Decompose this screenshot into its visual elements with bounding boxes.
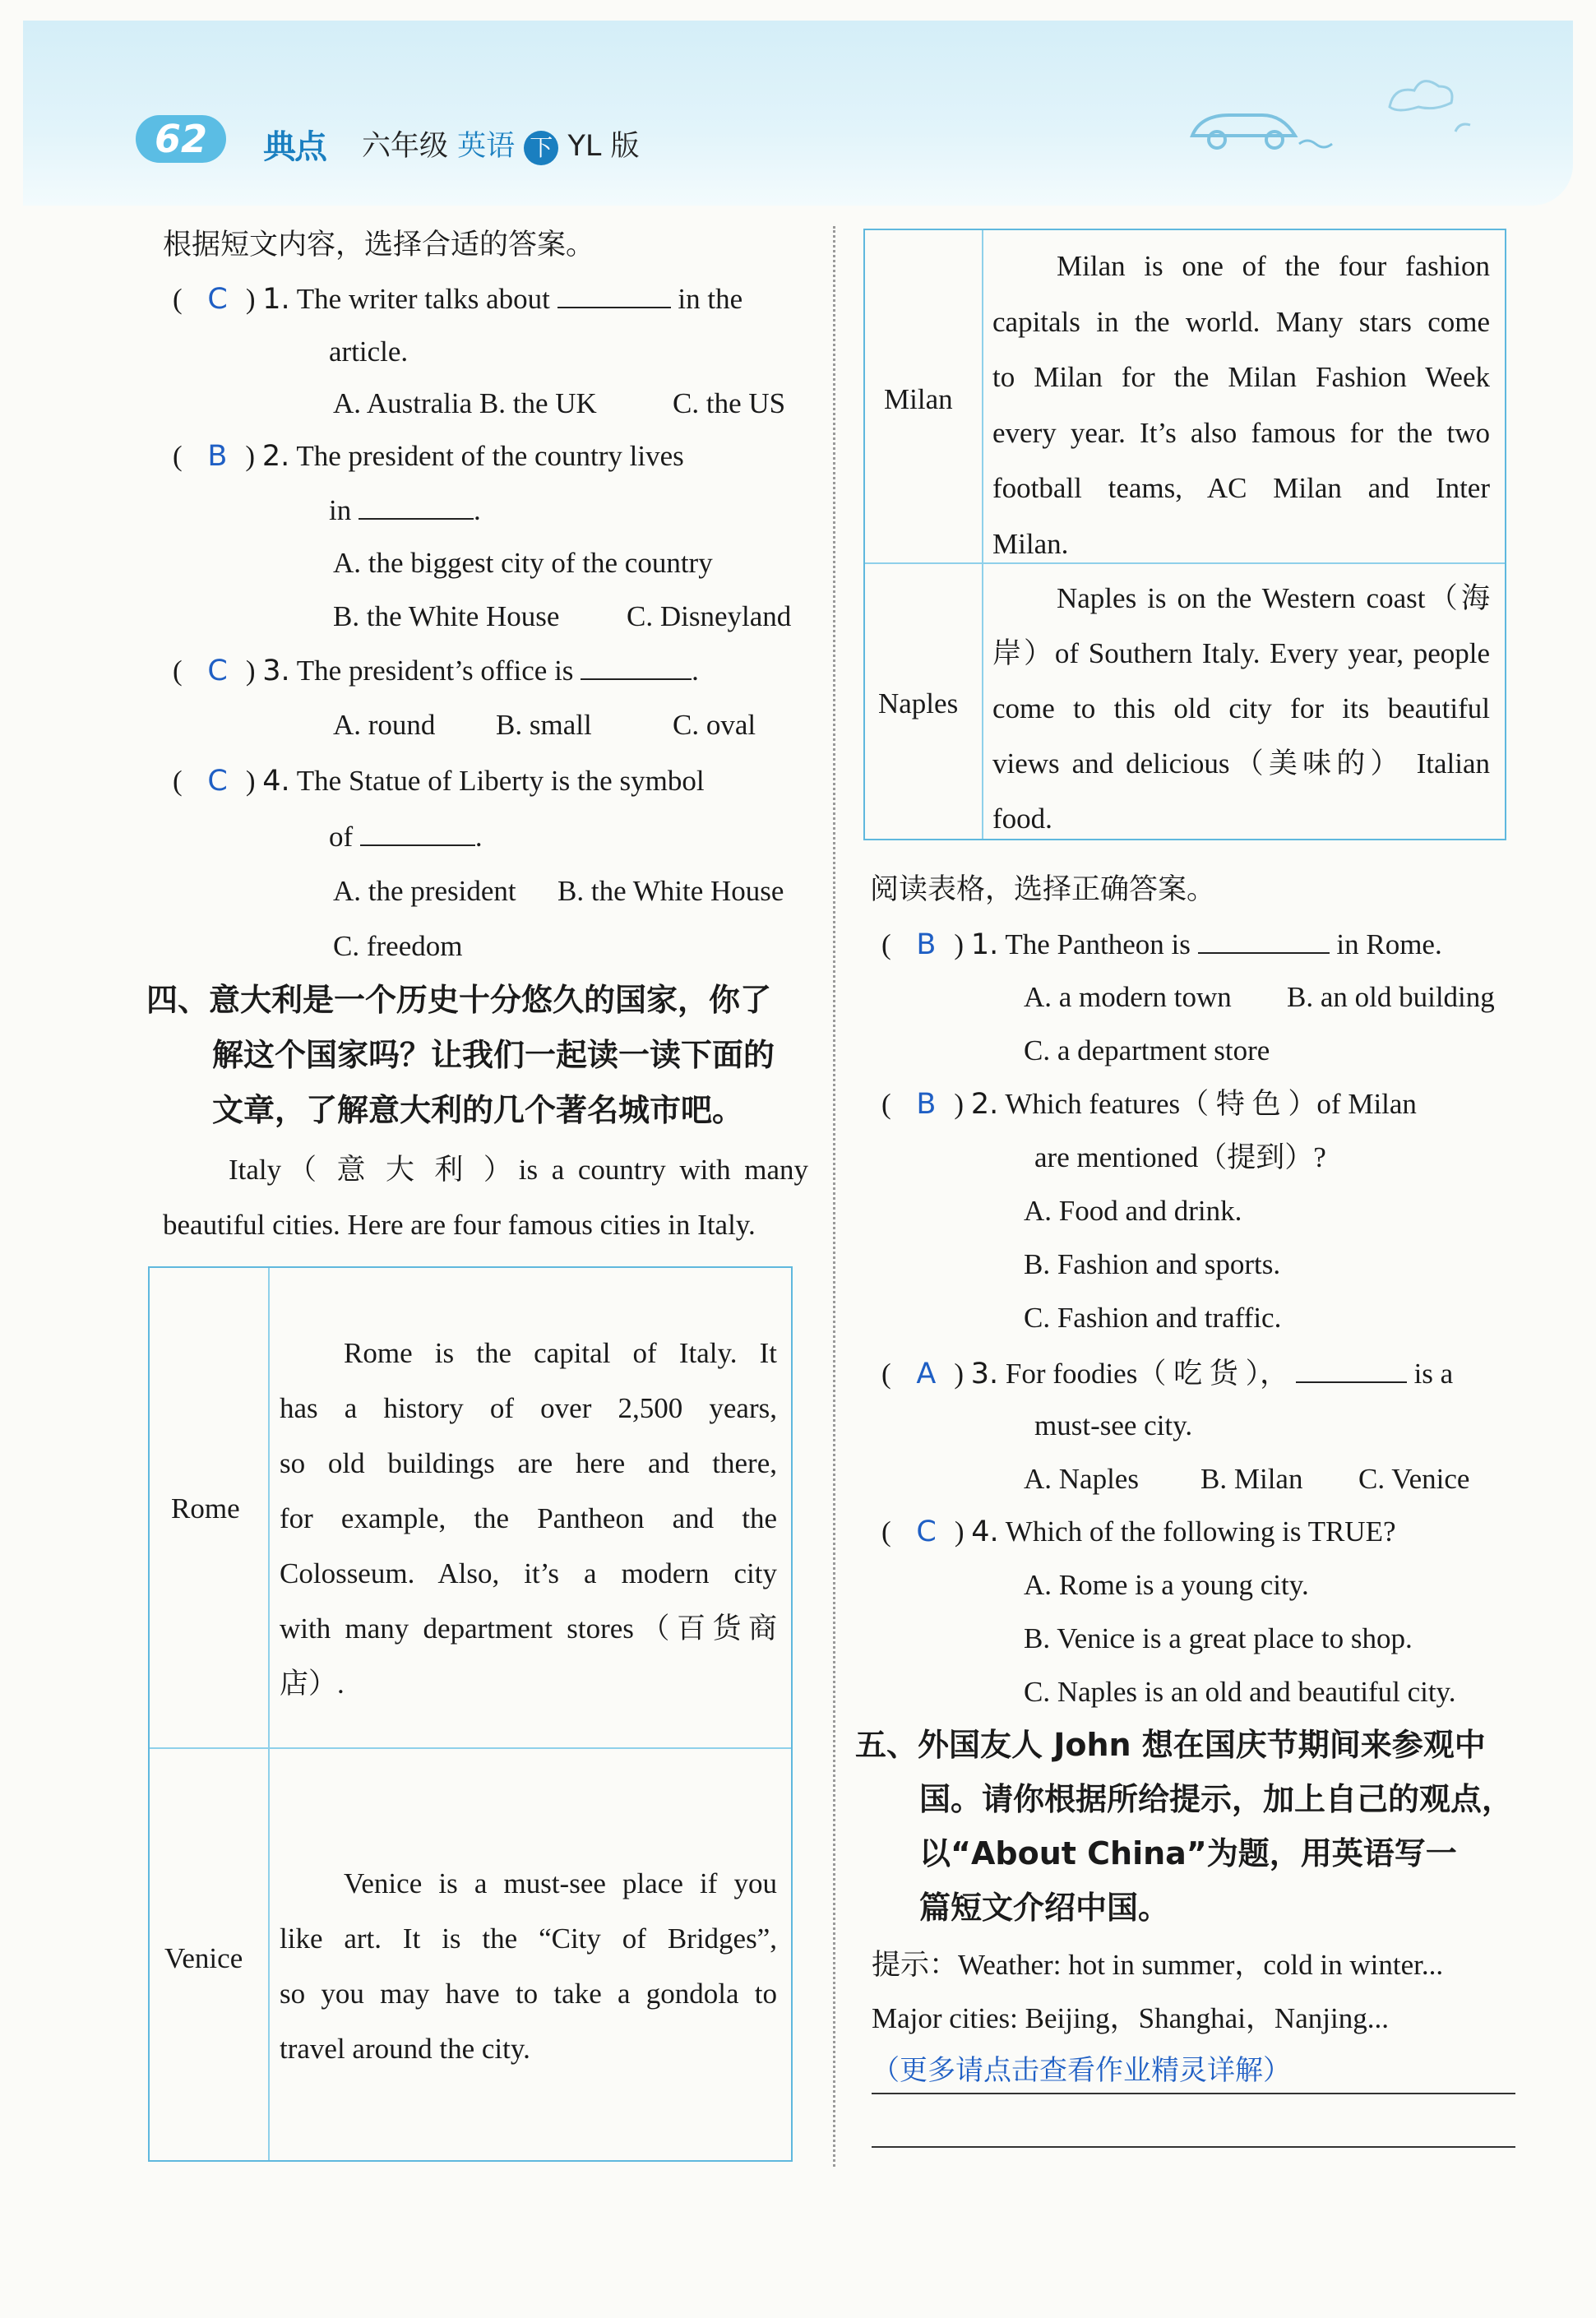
city-name-naples: Naples: [878, 687, 959, 719]
p4q1-option-c: C. a department store: [1024, 1034, 1270, 1066]
question-2-cont: in .: [329, 494, 481, 526]
p4q3-option-c: C. Venice: [1358, 1463, 1470, 1495]
answer-blank[interactable]: [581, 654, 692, 680]
city-desc-milan: Milan is one of the four fashion capitals in the world. Many stars come to Milan for the Milan Fashion Week every year. It’s also famous for the two football teams, AC Milan and Inter Milan.: [992, 250, 1490, 560]
hint-line-2: Major cities: Beijing，Shanghai，Nanjing...: [872, 2002, 1389, 2034]
p4-answer-4: C: [916, 1515, 937, 1548]
question-2: ( B ) 2. The president of the country lives: [173, 440, 684, 473]
grade-label: 六年级: [362, 130, 449, 163]
car-cloud-decoration-icon: [1176, 58, 1488, 181]
p4q4-option-b: B. Venice is a great place to shop.: [1024, 1622, 1413, 1654]
part5-title-line-4: 篇短文介绍中国。: [919, 1890, 1170, 1926]
intro-line-1: Italy（ 意 大 利 ）is a country with many: [229, 1154, 808, 1186]
volume-badge: 下: [524, 131, 558, 165]
city-name-milan: Milan: [884, 383, 953, 415]
answer-blank[interactable]: [360, 820, 475, 846]
part4-title-line-2: 解这个国家吗？让我们一起读一读下面的: [212, 1037, 775, 1073]
page-number: 62: [136, 115, 226, 163]
part5-title-line-1: 五、外国友人 John 想在国庆节期间来参观中: [855, 1727, 1486, 1763]
edition-label: YL 版: [567, 130, 640, 163]
p4q4-option-c: C. Naples is an old and beautiful city.: [1024, 1676, 1456, 1708]
question-4: ( C ) 4. The Statue of Liberty is the symbol: [173, 765, 705, 798]
p4q4-option-a: A. Rome is a young city.: [1024, 1569, 1309, 1601]
q4-option-b: B. the White House: [557, 875, 784, 907]
p4-answer-3: A: [916, 1358, 937, 1390]
q1-option-ab: A. Australia B. the UK: [333, 387, 597, 419]
p4q1-option-a: A. a modern town: [1024, 981, 1232, 1013]
answer-2: B: [207, 440, 228, 473]
p4q2-option-a: A. Food and drink.: [1024, 1195, 1242, 1227]
city-desc-naples: Naples is on the Western coast（海 岸）of Southern Italy. Every year, people come to this old city for its beautiful views and delicious（美味的） Italian food.: [992, 582, 1490, 835]
question-4-cont: of .: [329, 821, 483, 853]
p4q2-cont: are mentioned（提到）?: [1034, 1141, 1326, 1173]
p4q3-cont: must-see city.: [1034, 1409, 1193, 1441]
answer-blank[interactable]: [1296, 1357, 1407, 1383]
writing-line-1[interactable]: [872, 2093, 1515, 2094]
q2-option-c: C. Disneyland: [627, 600, 792, 632]
p4-answer-1: B: [916, 928, 937, 961]
answer-4: C: [207, 765, 228, 798]
question-1: ( C ) 1. The writer talks about in the: [173, 283, 743, 316]
q2-option-b: B. the White House: [333, 600, 560, 632]
part4-title-line-3: 文章，了解意大利的几个著名城市吧。: [212, 1092, 744, 1128]
p4q2-option-c: C. Fashion and traffic.: [1024, 1302, 1282, 1334]
question-1-cont: article.: [329, 335, 409, 368]
intro-line-2: beautiful cities. Here are four famous cities in Italy.: [163, 1209, 756, 1241]
p4-question-3: ( A ) 3. For foodies（ 吃 货 ）， is a: [881, 1358, 1454, 1390]
question-3: ( C ) 3. The president’s office is .: [173, 655, 699, 687]
answer-blank[interactable]: [359, 493, 474, 520]
part5-title-line-2: 国。请你根据所给提示，加上自己的观点，: [919, 1781, 1514, 1817]
q3-option-c: C. oval: [673, 709, 756, 741]
city-desc-rome: Rome is the capital of Italy. It has a history of over 2,500 years, so old buildings are here and there, for example, the Pantheon and the Colosseum. Also, it’s a modern city with many department stores（百货商 店）.: [280, 1337, 777, 1700]
q4-option-a: A. the president: [333, 875, 516, 907]
answer-3: C: [207, 655, 228, 687]
part4-title-line-1: 四、意大利是一个历史十分悠久的国家，你了: [146, 982, 772, 1018]
q2-option-a: A. the biggest city of the country: [333, 547, 713, 579]
brand-logo: 典点: [263, 128, 326, 166]
part3-instruction: 根据短文内容，选择合适的答案。: [163, 229, 595, 261]
answer-blank[interactable]: [1198, 928, 1330, 954]
city-name-venice: Venice: [164, 1942, 243, 1974]
hint-line-1: 提示：Weather: hot in summer，cold in winter...: [872, 1949, 1444, 1981]
q3-option-a: A. round: [333, 709, 436, 741]
p4-question-2: ( B ) 2. Which features（ 特 色 ）of Milan: [881, 1088, 1417, 1121]
more-details-link[interactable]: （更多请点击查看作业精灵详解）: [872, 2054, 1291, 2087]
book-title: [362, 123, 639, 165]
p4q3-option-b: B. Milan: [1200, 1463, 1303, 1495]
column-divider: [833, 226, 835, 2167]
answer-1: C: [207, 283, 228, 316]
q1-option-c: C. the US: [673, 387, 786, 419]
p4-question-1: ( B ) 1. The Pantheon is in Rome.: [881, 928, 1442, 961]
p4-question-4: ( C ) 4. Which of the following is TRUE?: [881, 1515, 1396, 1548]
p4q2-option-b: B. Fashion and sports.: [1024, 1248, 1281, 1280]
part4-instruction: 阅读表格，选择正确答案。: [870, 873, 1216, 906]
city-name-rome: Rome: [171, 1492, 240, 1525]
subject-label: 英语: [457, 130, 516, 163]
q3-option-b: B. small: [496, 709, 592, 741]
p4q3-option-a: A. Naples: [1024, 1463, 1139, 1495]
city-desc-venice: Venice is a must-see place if you like art. It is the “City of Bridges”, so you may have to take a gondola to travel around the city.: [280, 1867, 777, 2065]
p4q1-option-b: B. an old building: [1287, 981, 1495, 1013]
answer-blank[interactable]: [557, 282, 671, 308]
writing-line-2[interactable]: [872, 2146, 1515, 2148]
p4-answer-2: B: [916, 1088, 937, 1121]
q4-option-c: C. freedom: [333, 930, 463, 962]
part5-title-line-3: 以“About China”为题，用英语写一: [919, 1835, 1457, 1872]
